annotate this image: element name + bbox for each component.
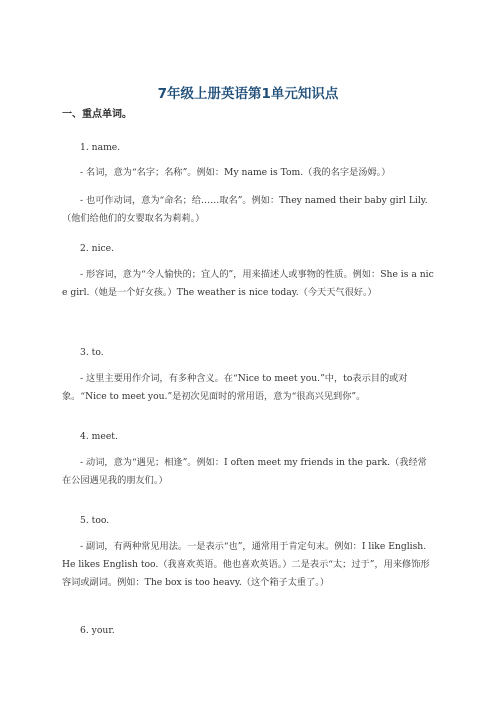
item-number-meet: 4. meet. [80, 431, 118, 442]
item-paragraph: - 动词，意为“遇见；相逢”。例如：I often meet my friends in the park.（我经常在公园遇见我的朋友们。） [62, 457, 427, 486]
item-paragraph: - 副词，有两种常见用法。一是表示“也”，通常用于肯定句末。例如：I like English. He likes English too.（我喜欢英语。他也喜欢英语。）二是表示“太；过于”，用来修饰形容词或副词。例如：The box is too heavy.（这个箱子太重了。） [62, 541, 430, 588]
item-number-too: 5. too. [80, 515, 110, 526]
item-number-name: 1. name. [80, 142, 121, 153]
item-paragraph: - 形容词，意为“令人愉快的；宜人的”，用来描述人或事物的性质。例如：She is a nice girl.（她是一个好女孩。）The weather is nice today.（今天天气很好。） [62, 269, 434, 298]
document-title: 7年级上册英语第1单元知识点 [157, 86, 339, 102]
item-paragraph: - 也可作动词，意为“命名；给……取名”。例如：They named their baby girl Lily.（他们给他们的女婴取名为莉莉。） [62, 195, 428, 224]
section-heading: 一、重点单词。 [62, 109, 132, 120]
item-paragraph: - 名词，意为“名字；名称”。例如：My name is Tom.（我的名字是汤姆。） [80, 167, 391, 178]
item-paragraph: - 这里主要用作介词，有多种含义。在“Nice to meet you.”中，to表示目的或对象。“Nice to meet you.”是初次见面时的常用语，意为“很高兴见到你”。 [62, 373, 408, 402]
item-number-to: 3. to. [80, 347, 104, 358]
item-number-nice: 2. nice. [80, 243, 115, 254]
item-number-your: 6. your. [80, 625, 115, 636]
